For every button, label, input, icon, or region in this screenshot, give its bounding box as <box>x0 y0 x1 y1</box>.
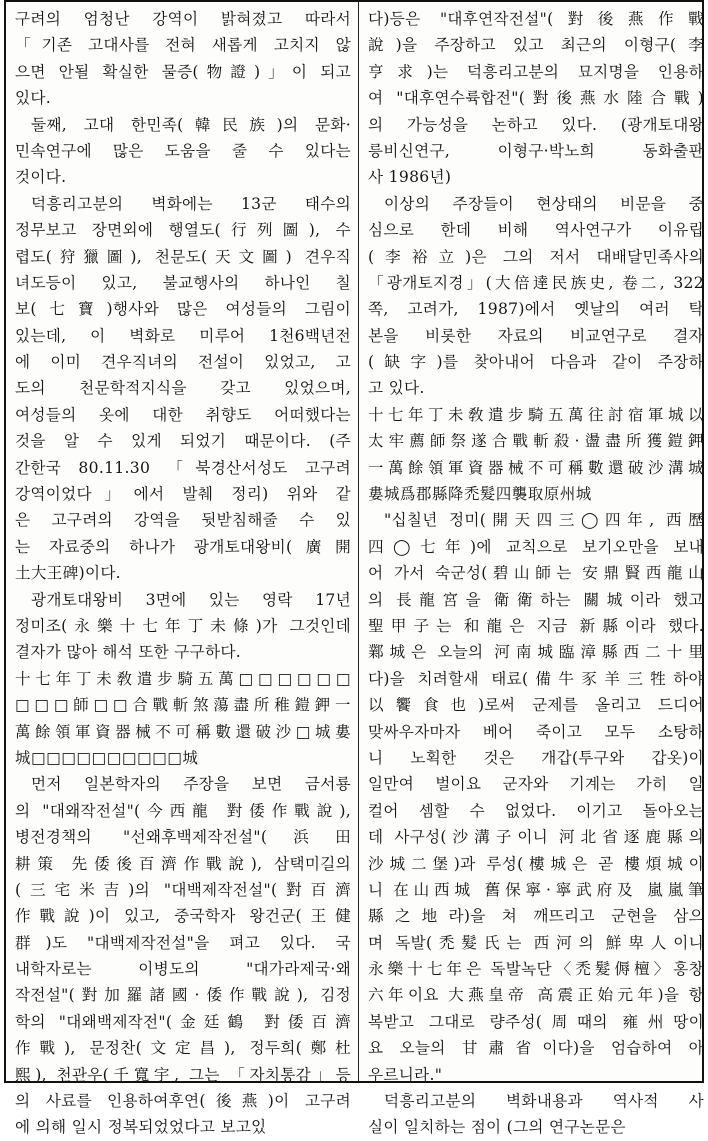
text-line: 沙城二堡)과 루성(樓城은 곧 樓煩城이 <box>368 854 704 873</box>
text-line: 학의 "대왜백제작전"(金廷鶴 對倭百濟 <box>15 1012 351 1031</box>
text-line: 作戰說)이 있고, 중국학자 왕건군(王健 <box>15 907 351 926</box>
text-line: 十七年丁未敎遣步騎五萬往討宿軍城以 <box>368 405 704 424</box>
text-line: 는 자료중의 하나가 광개토대왕비(廣開 <box>15 537 351 556</box>
text-line: 쪽, 고려가, 1987)에서 옛날의 여러 탁 <box>368 300 704 319</box>
text-line: 본을 비롯한 자료의 비교연구로 결자 <box>368 326 704 345</box>
text-line: 구려의 엄청난 강역이 밝혀졌고 따라서 <box>15 10 351 28</box>
text-line: 에 의해 일시 정복되었었다고 보고있 <box>15 1118 267 1137</box>
text-line: 결자가 많아 해석 또한 구구하다. <box>15 643 242 662</box>
text-line: 作戰), 문정찬(文定昌), 정두희(鄭杜 <box>15 1039 351 1058</box>
text-line: 있는데, 이 벽화로 미루어 1천6백년전 <box>15 326 351 345</box>
text-line: 「기존 고대사를 전혀 새롭게 고치지 않 <box>15 36 351 55</box>
text-line: (缺字)를 찾아내어 다음과 같이 주장하 <box>368 353 704 372</box>
text-line: 정미조(永樂十七年丁未條)가 그것인데 <box>15 616 351 635</box>
text-line: 의 長龍宮을 衛衛하는 關城이라 했고 <box>368 590 704 609</box>
text-line: 맞싸우자마자 베어 죽이고 모두 소탕하 <box>368 722 704 741</box>
text-line: 실이 일치하는 점이 (그의 연구논문은 <box>368 1118 626 1137</box>
text-line: 城□□□□□□□□□□城 <box>15 748 199 767</box>
text-line: 둘째, 고대 한민족(韓民族)의 문화· <box>31 115 351 134</box>
text-line: 聖甲子는 和龍은 지금 新縣이라 했다. <box>368 616 704 635</box>
text-line: 說)을 주장하고 있고 최근의 이형구(李 <box>368 36 704 55</box>
text-line: 萬餘領軍資器械不可稱數還破沙□城婁 <box>15 722 351 741</box>
text-line: 四◯七年)에 교칙으로 보기오만을 보내 <box>368 537 704 556</box>
text-line: 작전설"(對加羅諸國·倭作戰說), 김정 <box>15 986 351 1005</box>
text-line: 鄴城은 오늘의 河南城臨漳縣西二十里 <box>368 643 704 662</box>
text-line: 광개토대왕비 3면에 있는 영락 17년 <box>31 590 351 609</box>
right-text-column <box>368 6 704 1141</box>
text-line: 縣之地라)을 쳐 깨뜨리고 군현을 삼으 <box>368 907 704 926</box>
text-line: 것이다. <box>15 168 67 187</box>
text-line: 간한국 80.11.30 「북경산서성도 고구려 <box>15 458 351 477</box>
text-line: 亨求)는 덕흥리고분의 묘지명을 인용하 <box>368 62 704 81</box>
text-line: 고 있다. <box>368 379 425 398</box>
text-line: 「광개토지경」(大倍達民族史, 卷二, 322 <box>368 273 704 292</box>
text-line: 있다. <box>15 89 51 108</box>
text-line: 릉비신연구, 이형구·박노희 동화출판 <box>368 141 704 160</box>
text-line: 十七年丁未敎遣步騎五萬□□□□□□ <box>15 669 351 688</box>
text-line: 群)도 "대백제작전설"을 펴고 있다. 국 <box>15 933 351 952</box>
text-line: 먼저 일본학자의 주장을 보면 금서룡 <box>31 775 351 794</box>
newspaper-page <box>4 0 704 1137</box>
text-line: 심으로 한데 비해 역사연구가 이유립 <box>368 221 704 240</box>
text-line: 덕흥리고분의 벽화내용과 역사적 사 <box>384 1092 704 1111</box>
text-line: 민속연구에 많은 도움을 줄 수 있다는 <box>15 141 351 160</box>
text-line: 一萬餘領軍資器械不可稱數還破沙溝城 <box>368 458 704 477</box>
text-line: 의 사료를 인용하여후연(後燕)이 고구려 <box>15 1092 351 1111</box>
text-line: 의 "대왜작전설"(今西龍 對倭作戰說), <box>15 801 351 820</box>
text-line: 도의 천문학적지식을 갖고 있었으며, <box>15 379 351 398</box>
text-line: 永樂十七年은 독발녹단〈禿髮傉檀〉홍창 <box>368 960 704 979</box>
text-line: 렵도(狩獵圖), 천문도(天文圖) 견우직 <box>15 247 351 266</box>
text-line: 정무보고 장면외에 행열도(行列圖), 수 <box>15 221 351 240</box>
text-line: 녀도등이 있고, 불교행사의 하나인 칠 <box>15 273 351 292</box>
text-line: □□□師□□合戰斬煞蕩盡所稚鎧鉀一 <box>15 696 351 715</box>
text-line: 내학자로는 이병도의 "대가라제국·왜 <box>15 960 351 979</box>
text-line: 일만여 벌이요 군자와 기계는 가히 일 <box>368 775 704 794</box>
left-text-column <box>15 6 351 1141</box>
text-line: 며 독발(禿髮氏는 西河의 鮮卑人이니 <box>368 933 704 952</box>
text-line: 보(七寶)행사와 많은 여성들의 그림이 <box>15 300 351 319</box>
text-line: (李裕立)은 그의 저서 대배달민족사의 <box>368 247 704 266</box>
text-line: 耕策 先倭後百濟作戰說), 삼택미길의 <box>15 854 351 873</box>
text-line: 것을 알 수 있게 되었기 때문이다. (주 <box>15 432 351 451</box>
text-line: 니 노획한 것은 개갑(투구와 갑옷)이 <box>368 748 704 767</box>
text-line: 의 가능성을 논하고 있다. (광개토대왕 <box>368 115 704 134</box>
text-line: 우르니라." <box>368 1065 443 1084</box>
text-line: 강역이었다」에서 발췌 정리) 위와 같 <box>15 485 351 504</box>
text-line: 어 가서 숙군성(碧山師는 安鼎賢西龍山 <box>368 564 704 583</box>
text-line: 土大王碑)이다. <box>15 564 121 583</box>
text-line: 으면 안될 확실한 물증(物證)」이 되고 <box>15 62 351 81</box>
text-line: 에 이미 견우직녀의 전설이 있었고, 고 <box>15 353 351 372</box>
text-line: 이상의 주장들이 현상태의 비문을 중 <box>384 194 704 213</box>
text-line: 다)을 치려할새 태료(備牛豕羊三牲하야 <box>368 669 704 688</box>
text-line: 여성들의 옷에 대한 취향도 어떠했다는 <box>15 405 351 424</box>
text-line: 太牢薦師祭遂合戰斬殺·盪盡所獲鎧鉀 <box>368 432 704 451</box>
text-line: 복받고 그대로 량주성(周때의 雍州땅이 <box>368 1012 704 1031</box>
text-line: 병전경책의 "선왜후백제작전설"(浜田 <box>15 828 351 847</box>
text-line: 니 在山西城 舊保寧·寧武府及 嵐嵐筆 <box>368 880 704 899</box>
text-line: 以饗食也)로써 군제를 올리고 드디어 <box>368 696 704 715</box>
text-line: 컬어 셈할 수 없었다. 이기고 돌아오는 <box>368 801 704 820</box>
text-line: 六年이요 大燕皇帝 高震正始元年)을 항 <box>368 986 704 1005</box>
column-divider <box>358 2 359 1081</box>
text-line: 요 오늘의 甘肅省이다)을 엄습하여 아 <box>368 1039 704 1058</box>
text-line: (三宅米吉)의 "대백제작전설"(對百濟 <box>15 880 351 899</box>
text-line: 여 "대후연수륙합전"(對後燕水陸合戰) <box>368 89 704 108</box>
text-line: 다)등은 "대후연작전설"(對後燕作戰 <box>368 10 704 28</box>
text-line: 은 고구려의 강역을 뒷받침해줄 수 있 <box>15 511 351 530</box>
text-line: 데 사구성(沙溝子이니 河北省逐鹿縣의 <box>368 828 704 847</box>
text-line: 사 1986년) <box>368 168 452 187</box>
text-line: "십칠년 정미(開天四三◯四年, 西歷 <box>384 511 704 530</box>
text-line: 덕흥리고분의 벽화에는 13군 태수의 <box>31 194 351 213</box>
text-line: 熙), 천관우(千寬宇, 그는 「자치통감」등 <box>15 1065 351 1084</box>
text-line: 婁城爲郡縣降禿髮四襲取原州城 <box>368 485 592 504</box>
